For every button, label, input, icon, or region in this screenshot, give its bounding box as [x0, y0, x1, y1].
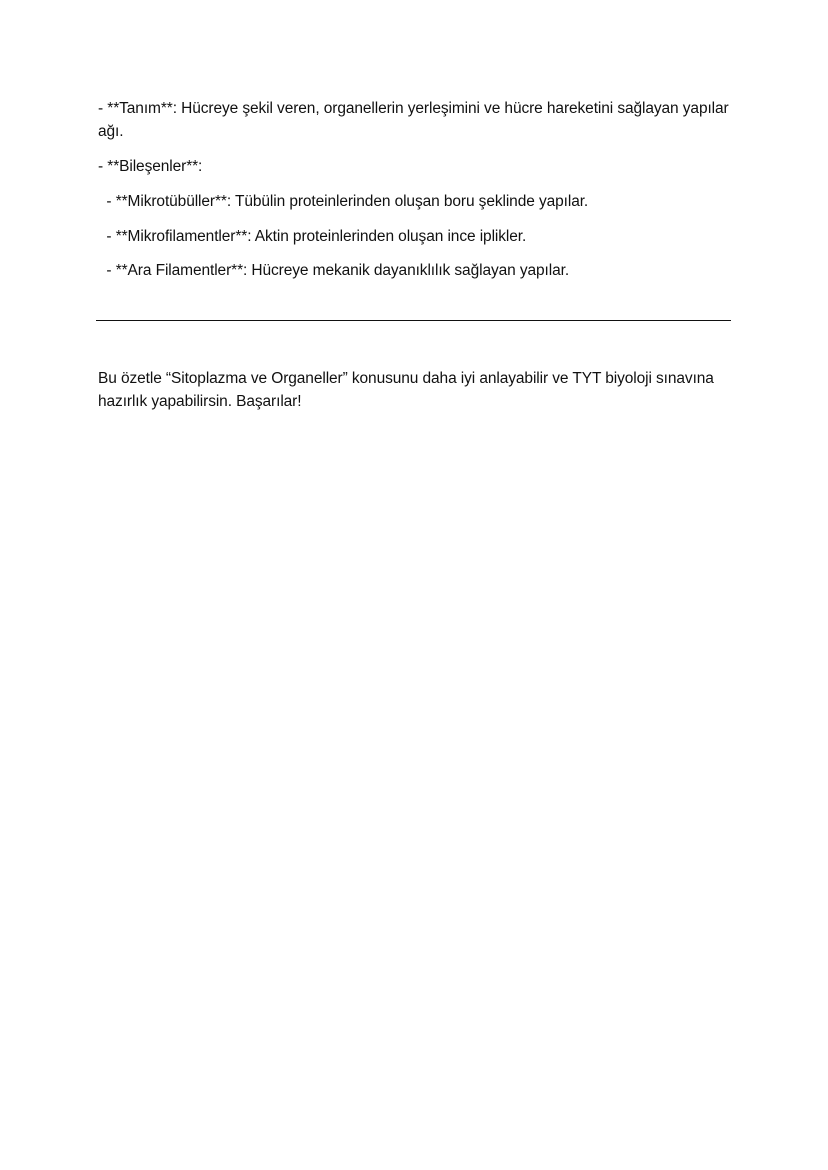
horizontal-divider — [96, 320, 731, 321]
list-item-microfilaments: - **Mikrofilamentler**: Aktin proteinlerinden oluşan ince iplikler. — [98, 228, 527, 245]
list-item-intermediate-filaments: - **Ara Filamentler**: Hücreye mekanik dayanıklılık sağlayan yapılar. — [98, 262, 570, 279]
list-item-microtubules: - **Mikrotübüller**: Tübülin proteinlerinden oluşan boru şeklinde yapılar. — [98, 193, 589, 210]
definition-line: - **Tanım**: Hücreye şekil veren, organellerin yerleşimini ve hücre hareketini sağlayan yapılar ağı. — [98, 100, 733, 140]
components-heading: - **Bileşenler**: — [98, 158, 203, 175]
closing-paragraph: Bu özetle “Sitoplazma ve Organeller” konusunu daha iyi anlayabilir ve TYT biyoloji sınavına hazırlık yapabilirsin. Başarılar! — [98, 370, 719, 410]
